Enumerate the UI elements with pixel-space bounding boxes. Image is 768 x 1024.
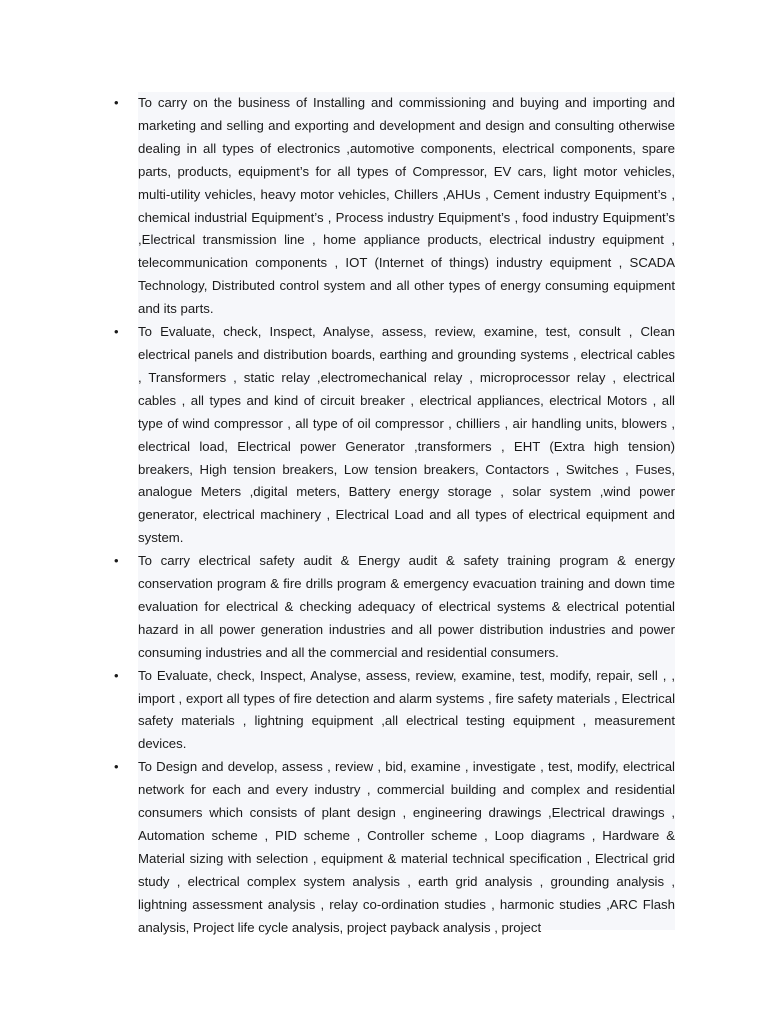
list-item-text: To Evaluate, check, Inspect, Analyse, assess, review, examine, test, consult , Clean electrical panels and distribution boards, earthing and grounding systems , electrical cables , Transformers , static relay ,electromechanical relay , microprocessor relay , electrical cables , all types and kind of circuit breaker , electrical appliances, electrical Motors , all type of wind compressor , all type of oil compressor , chilliers , air handling units, blowers , electrical load, Electrical power Generator ,transformers , EHT (Extra high tension) breakers, High tension breakers, Low tension breakers, Contactors , Switches , Fuses, analogue Meters ,digital meters, Battery energy storage , solar system ,wind power generator, electrical machinery , Electrical Load and all types of electrical equipment and system. [138, 324, 675, 546]
list-item-text: To carry on the business of Installing and commissioning and buying and importing and marketing and selling and exporting and development and design and consulting otherwise dealing in all types of electronics ,automotive components, electrical components, spare parts, products, equipment’s for all types of Compressor, EV cars, light motor vehicles, multi-utility vehicles, heavy motor vehicles, Chillers ,AHUs , Cement industry Equipment’s , chemical industrial Equipment’s , Process industry Equipment’s , food industry Equipment’s ,Electrical transmission line , home appliance products, electrical industry equipment , telecommunication components , IOT (Internet of things) industry equipment , SCADA Technology, Distributed control system and all other types of energy consuming equipment and its parts. [138, 95, 675, 317]
list-item [114, 665, 675, 757]
bullet-icon: • [114, 95, 119, 110]
bullet-icon: • [114, 553, 119, 569]
bullet-icon: • [114, 759, 119, 775]
list-item [114, 550, 675, 665]
list-item-text: To carry electrical safety audit & Energy audit & safety training program & energy conservation program & fire drills program & emergency evacuation training and down time evaluation for electrical & checking adequacy of electrical systems & electrical potential hazard in all power generation industries and all power distribution industries and power consuming industries and all the commercial and residential consumers. [138, 553, 675, 660]
document-body [114, 92, 675, 935]
list-item-text: To Design and develop, assess , review , bid, examine , investigate , test, modify, electrical network for each and every industry , commercial building and complex and residential consumers which consists of plant design , engineering drawings ,Electrical drawings , Automation scheme , PID scheme , Controller scheme , Loop diagrams , Hardware & Material sizing with selection , equipment & material technical specification , Electrical grid study , electrical complex system analysis , earth grid analysis , grounding analysis , lightning assessment analysis , relay co-ordination studies , harmonic studies ,ARC Flash analysis, Project life cycle analysis, project payback analysis , project [138, 759, 675, 935]
list-item-text: To Evaluate, check, Inspect, Analyse, assess, review, examine, test, modify, repair, sell , , import , export all types of fire detection and alarm systems , fire safety materials , Electrical safety materials , lightning equipment ,all electrical testing equipment , measurement devices. [138, 667, 675, 752]
objects-list [114, 92, 675, 940]
list-item [114, 756, 675, 939]
bullet-icon: • [114, 324, 119, 340]
list-item [114, 92, 675, 321]
bullet-icon: • [114, 667, 119, 683]
list-item [114, 321, 675, 550]
